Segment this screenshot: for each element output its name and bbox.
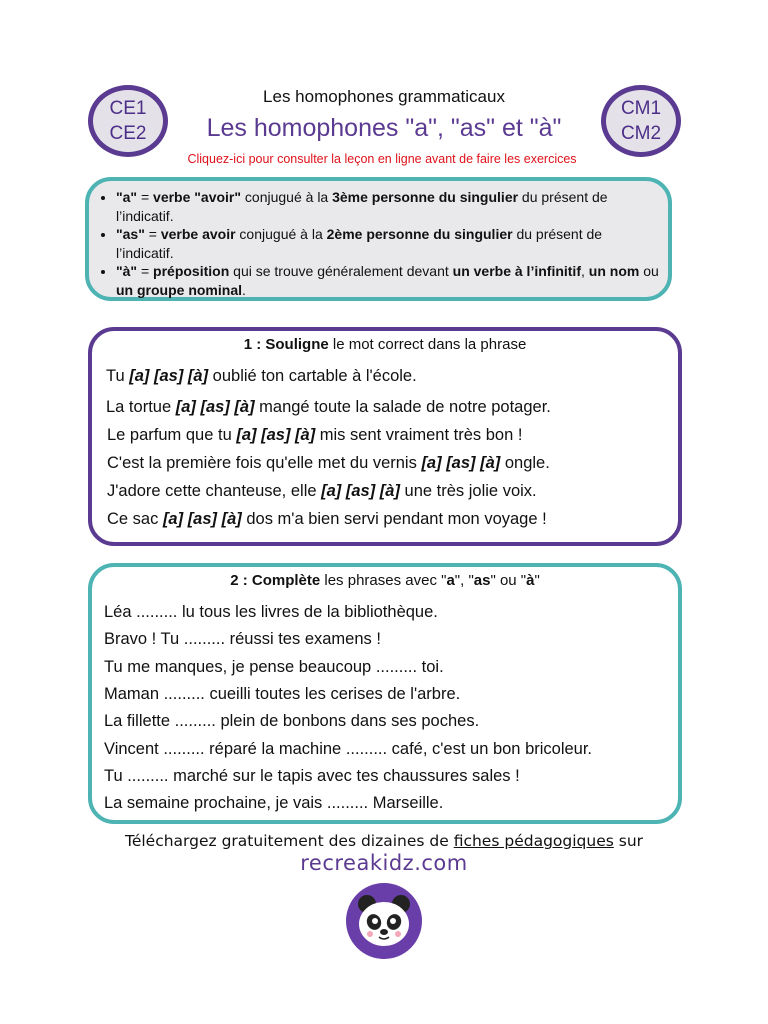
badge-cm1: CM1 <box>620 98 662 119</box>
panda-icon <box>345 882 423 960</box>
rule-text: du présent de l’indicatif. <box>116 189 608 224</box>
rule-text: 3ème personne du singulier <box>332 189 519 205</box>
exercise1-sentence <box>107 510 547 529</box>
exercise2-sentence: Tu ......... marché sur le tapis avec tes chaussures sales ! <box>104 766 520 785</box>
footer-text-before: Téléchargez gratuitement des dizaines de <box>124 832 454 850</box>
exercise2-sentence: La fillette ......... plein de bonbons dans ses poches. <box>104 712 480 731</box>
exercise2-title-mid: les phrases avec " <box>320 572 447 589</box>
rule-text: verbe "avoir" <box>153 189 242 205</box>
exercise1-title-rest: le mot correct dans la phrase <box>328 336 527 353</box>
page-subtitle: Les homophones grammaticaux <box>263 87 505 106</box>
sentence-end: oublié ton cartable à l'école. <box>208 367 417 385</box>
rules-list <box>89 181 668 299</box>
exercise2-sep1: ", " <box>454 572 474 589</box>
sentence-end: une très jolie voix. <box>399 482 537 500</box>
exercise2-sentence: La semaine prochaine, je vais ......... Marseille. <box>104 794 444 813</box>
rule-text: conjugué à la <box>235 226 327 242</box>
answer-choices[interactable]: [a] [as] [à] <box>162 510 242 528</box>
rule-item <box>116 225 660 262</box>
rule-text: = <box>137 189 154 205</box>
exercise1-sentence <box>107 482 537 501</box>
rule-text: conjugué à la <box>241 189 333 205</box>
option-a: a <box>446 572 455 589</box>
rule-text: = <box>144 226 161 242</box>
rule-text: qui se trouve généralement devant <box>229 263 453 279</box>
rule-text: un verbe à l’infinitif <box>452 263 581 279</box>
sentence-end: mis sent vraiment très bon ! <box>315 426 523 444</box>
rule-text: , <box>581 263 589 279</box>
answer-choices[interactable]: [a] [as] [à] <box>175 398 255 416</box>
exercise1-box <box>88 327 682 546</box>
page-title: Les homophones "a", "as" et "à" <box>206 114 562 142</box>
exercise2-sentence: Tu me manques, je pense beaucoup ......... toi. <box>104 657 444 676</box>
answer-choices[interactable]: [a] [as] [à] <box>421 454 501 472</box>
exercise1-sentence <box>106 398 551 417</box>
exercise2-sentence: Léa ......... lu tous les livres de la bibliothèque. <box>104 603 438 621</box>
rule-text: préposition <box>153 263 230 279</box>
badge-ce2: CE2 <box>109 123 147 144</box>
rule-item <box>116 262 660 299</box>
exercise2-sentence: Bravo ! Tu ......... réussi tes examens ! <box>104 630 381 649</box>
sentence-start: C'est la première fois qu'elle met du vernis <box>107 454 422 472</box>
exercise1-sentence <box>107 454 550 473</box>
answer-choices[interactable]: [a] [as] [à] <box>321 482 400 500</box>
sentence-start: J'adore cette chanteuse, elle <box>107 482 322 500</box>
exercise1-sentence <box>107 426 522 445</box>
rule-text: 2ème personne du singulier <box>326 226 513 242</box>
exercise2-sentence: Maman ......... cueilli toutes les cerises de l'arbre. <box>104 684 461 703</box>
rule-text: un nom <box>588 263 640 279</box>
exercise2-title <box>92 567 678 589</box>
exercise2-title-end: " <box>534 572 540 589</box>
badge-cm2: CM2 <box>620 123 662 144</box>
sentence-end: ongle. <box>500 454 550 472</box>
option-a-grave: à <box>526 572 535 589</box>
rule-text: ou <box>639 263 659 279</box>
answer-choices[interactable]: [a] [as] [à] <box>129 367 209 385</box>
exercise2-sep2: " ou " <box>490 572 527 589</box>
sentence-start: La tortue <box>106 398 176 416</box>
answer-choices[interactable]: [a] [as] [à] <box>236 426 316 444</box>
footer-link[interactable]: fiches pédagogiques <box>453 832 614 850</box>
sentence-end: dos m'a bien servi pendant mon voyage ! <box>241 510 547 528</box>
badge-ce1: CE1 <box>109 98 147 119</box>
exercise2-sentence: Vincent ......... réparé la machine ......... café, c'est un bon bricoleur. <box>104 739 593 758</box>
rule-item <box>116 188 660 225</box>
exercise2-box <box>88 563 682 824</box>
rule-text: "as" <box>116 226 145 242</box>
sentence-start: Tu <box>106 367 130 385</box>
rules-box <box>85 177 672 301</box>
rule-text: = <box>137 263 154 279</box>
sentence-start: Ce sac <box>107 510 163 528</box>
footer-text <box>0 832 768 850</box>
rule-text: "a" <box>116 189 138 205</box>
exercise1-sentence <box>106 367 417 386</box>
exercise1-title-bold: 1 : Souligne <box>243 336 329 353</box>
footer-text-after: sur <box>613 832 644 850</box>
lesson-link[interactable]: Cliquez-ici pour consulter la leçon en ligne avant de faire les exercices <box>187 152 577 166</box>
rule-text: un groupe nominal <box>116 281 242 298</box>
option-as: as <box>473 572 491 589</box>
exercise2-title-bold: 2 : Complète <box>230 572 321 589</box>
site-name[interactable]: recreakidz.com <box>300 851 468 875</box>
sentence-start: Le parfum que tu <box>107 426 237 444</box>
rule-text: verbe avoir <box>160 226 236 242</box>
exercise1-title <box>92 331 678 353</box>
rule-text: du présent de l’indicatif. <box>116 226 603 261</box>
sentence-end: mangé toute la salade de notre potager. <box>254 398 551 416</box>
rule-text: "à" <box>116 263 138 279</box>
rule-text: . <box>242 281 246 298</box>
